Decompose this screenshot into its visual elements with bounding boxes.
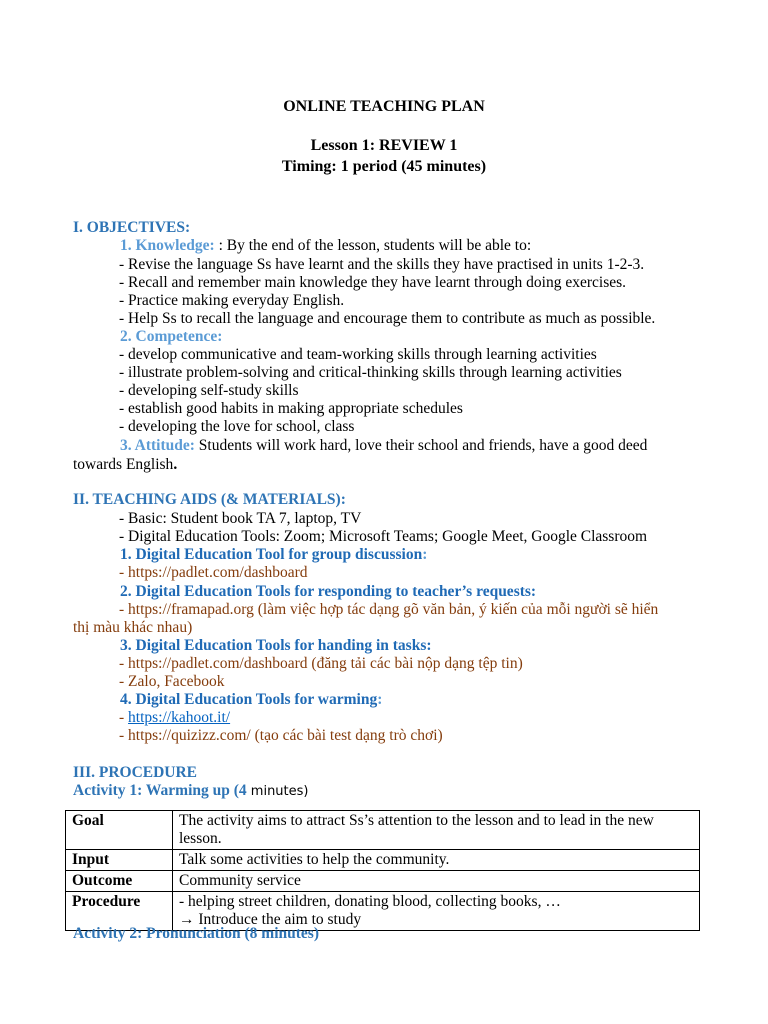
- plan-title: ONLINE TEACHING PLAN: [283, 98, 485, 115]
- competence-label: 2. Competence:: [120, 328, 223, 345]
- aids-heading: II. TEACHING AIDS (& MATERIALS):: [73, 491, 346, 508]
- kahoot-link[interactable]: https://kahoot.it/: [128, 709, 231, 726]
- procedure-aim: → Introduce the aim to study: [179, 911, 362, 928]
- aids-digital: - Digital Education Tools: Zoom; Microsoft Teams; Google Meet, Google Classroom: [119, 528, 648, 545]
- tool1-item: - https://padlet.com/dashboard: [119, 564, 308, 581]
- knowledge-line: [120, 237, 531, 255]
- activity1-label: Activity 1: Warming up (4: [73, 782, 247, 799]
- row-value: Talk some activities to help the community.: [173, 850, 700, 871]
- row-value: The activity aims to attract Ss’s attention to the lesson and to lead in the new lesson.: [173, 811, 700, 850]
- tool1-label: 1. Digital Education Tool for group discussion: [120, 546, 423, 563]
- attitude-label: 3. Attitude:: [120, 437, 195, 454]
- table-row: [66, 811, 700, 850]
- tool4-label: 4. Digital Education Tools for warming: [120, 691, 378, 708]
- table-row: [66, 871, 700, 892]
- competence-item: - developing the love for school, class: [119, 418, 355, 435]
- activity2-heading: Activity 2: Pronunciation (8 minutes): [73, 925, 319, 942]
- knowledge-item: - Practice making everyday English.: [119, 292, 345, 309]
- tool4-item: [119, 709, 230, 727]
- row-label: Procedure: [66, 892, 173, 931]
- tool2-item-continuation: thị màu khác nhau): [73, 619, 193, 636]
- timing-title: Timing: 1 period (45 minutes): [281, 158, 487, 175]
- tool2-label: 2. Digital Education Tools for responding to teacher’s requests:: [120, 583, 537, 600]
- attitude-period: .: [173, 456, 178, 473]
- row-label: Goal: [66, 811, 173, 850]
- attitude-text-2: towards English: [73, 456, 174, 473]
- tool4-colon: :: [377, 691, 383, 708]
- activity1-minutes: minutes): [246, 784, 309, 799]
- tool3-item: - https://padlet.com/dashboard (đăng tải các bài nộp dạng tệp tin): [119, 655, 523, 672]
- tool4-dash: -: [119, 709, 129, 726]
- table-row: [66, 850, 700, 871]
- attitude-line: [120, 437, 647, 455]
- attitude-text: Students will work hard, love their school and friends, have a good deed: [194, 437, 648, 454]
- knowledge-intro: : By the end of the lesson, students will be able to:: [214, 237, 532, 254]
- tool4-heading: [120, 691, 382, 709]
- attitude-continuation: [73, 456, 177, 474]
- activity1-heading: [73, 782, 308, 801]
- row-value: Community service: [173, 871, 700, 892]
- tool4-item: - https://quizizz.com/ (tạo các bài test dạng trò chơi): [119, 727, 443, 744]
- competence-item: - establish good habits in making appropriate schedules: [119, 400, 463, 417]
- lesson-title: Lesson 1: REVIEW 1: [310, 137, 458, 154]
- competence-item: - developing self-study skills: [119, 382, 299, 399]
- knowledge-label: 1. Knowledge:: [120, 237, 215, 254]
- tool1-colon: :: [422, 546, 428, 563]
- row-label: Input: [66, 850, 173, 871]
- knowledge-item: - Revise the language Ss have learnt and the skills they have practised in units 1-2-3.: [119, 256, 645, 273]
- competence-item: - develop communicative and team-working skills through learning activities: [119, 346, 597, 363]
- procedure-heading: III. PROCEDURE: [73, 764, 198, 781]
- competence-item: - illustrate problem-solving and critical-thinking skills through learning activities: [119, 364, 622, 381]
- tool1-heading: [120, 546, 427, 564]
- tool2-item: - https://framapad.org (làm việc hợp tác dạng gõ văn bản, ý kiến của mỗi người sẽ hiển: [119, 601, 659, 618]
- tool3-item: - Zalo, Facebook: [119, 673, 225, 690]
- aids-basic: - Basic: Student book TA 7, laptop, TV: [119, 510, 362, 527]
- knowledge-item: - Help Ss to recall the language and encourage them to contribute as much as possible.: [119, 310, 656, 327]
- objectives-heading: I. OBJECTIVES:: [73, 219, 191, 236]
- knowledge-item: - Recall and remember main knowledge they have learnt through doing exercises.: [119, 274, 627, 291]
- activity1-table: [65, 810, 700, 931]
- tool3-label: 3. Digital Education Tools for handing in tasks:: [120, 637, 432, 654]
- procedure-step: - helping street children, donating blood, collecting books, …: [179, 893, 561, 910]
- row-label: Outcome: [66, 871, 173, 892]
